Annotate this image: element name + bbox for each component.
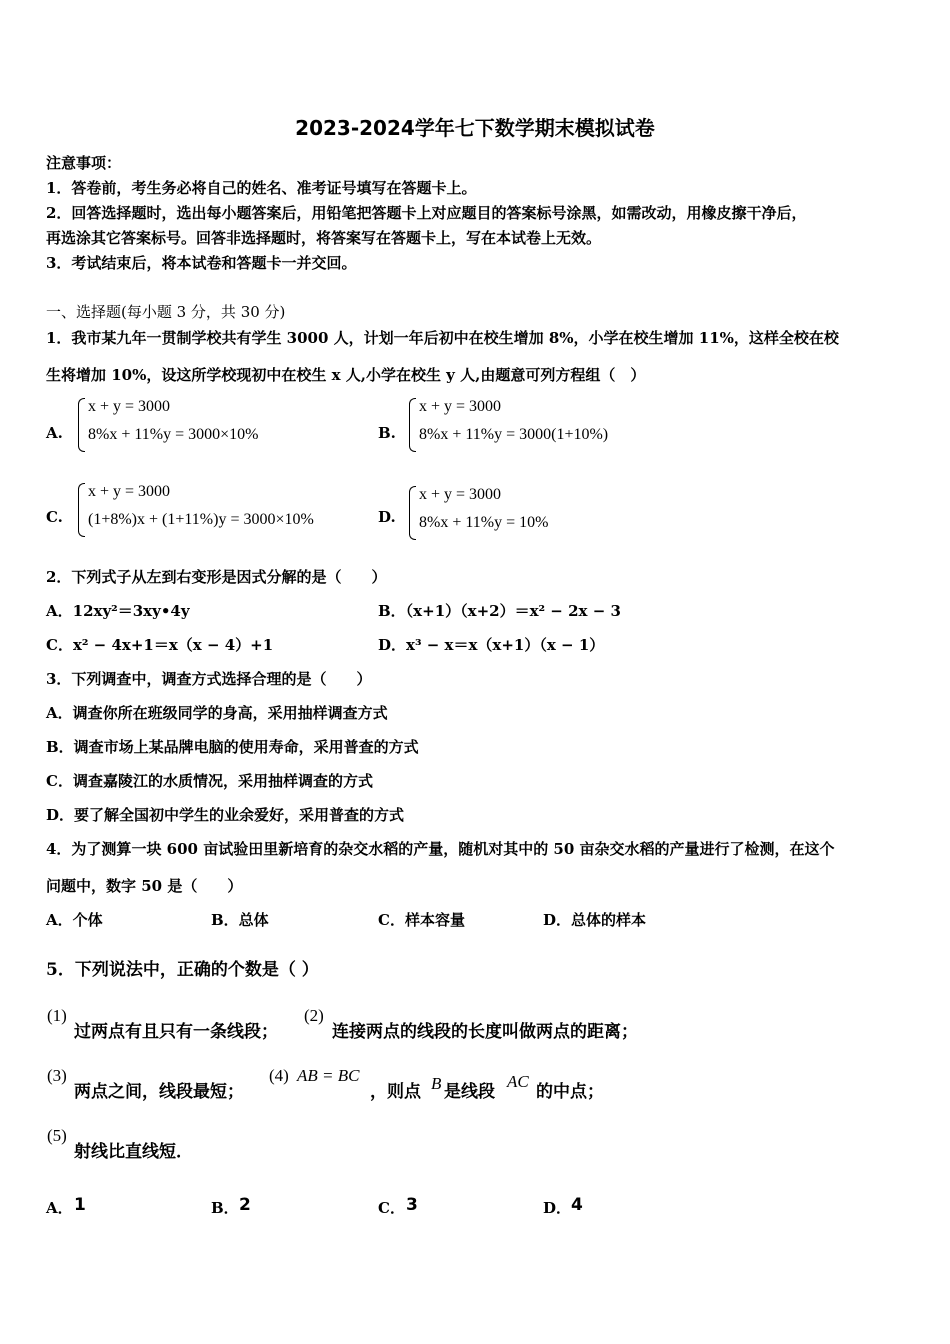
statement: 两点之间，线段最短； <box>74 1082 244 1102</box>
equation-system-b <box>409 398 689 454</box>
equation: x + y = 3000 <box>88 398 171 415</box>
option: D．要了解全国初中学生的业余爱好，采用普查的方式 <box>46 806 405 824</box>
option: A．个体 <box>46 911 103 929</box>
option-label: D． <box>543 1199 572 1217</box>
brace-icon <box>78 483 85 537</box>
question-2-stem: 2．下列式子从左到右变形是因式分解的是（ ） <box>46 568 387 586</box>
statement-number: (5) <box>47 1126 67 1145</box>
equation-system-a <box>78 398 338 454</box>
option-label: A. <box>46 424 63 442</box>
statement-number: (4) <box>269 1066 289 1085</box>
option: B．总体 <box>211 911 269 929</box>
question-5-stem: 5．下列说法中，正确的个数是（ ） <box>46 960 319 980</box>
equation: x + y = 3000 <box>88 483 171 500</box>
option: C．样本容量 <box>378 911 465 929</box>
brace-icon <box>78 398 85 452</box>
question-4-stem: 4．为了测算一块 600 亩试验田里新培育的杂交水稻的产量，随机对其中的 50 亩杂交水稻的产量进行了检测，在这个 <box>46 840 835 858</box>
option: A．12xy²＝3xy•4y <box>46 602 190 620</box>
question-1-stem: 1．我市某九年一贯制学校共有学生 3000 人，计划一年后初中在校生增加 8%，小学在校生增加 11%，这样全校在校 <box>46 329 839 347</box>
notice-item: 1．答卷前，考生务必将自己的姓名、准考证号填写在答题卡上。 <box>46 179 477 197</box>
notice-heading: 注意事项： <box>46 154 122 172</box>
option-value: 3 <box>406 1195 418 1215</box>
brace-icon <box>409 398 416 452</box>
option: A．调查你所在班级同学的身高，采用抽样调查方式 <box>46 704 388 722</box>
equation: x + y = 3000 <box>419 486 502 503</box>
option: D．x³ − x＝x（x+1）（x − 1） <box>378 636 605 654</box>
equation: 8%x + 11%y = 10% <box>419 514 549 531</box>
statement-number: (2) <box>304 1006 324 1025</box>
statement-math: AC <box>507 1072 529 1091</box>
equation: 8%x + 11%y = 3000(1+10%) <box>419 426 609 443</box>
statement-math: AB = BC <box>297 1066 360 1085</box>
equation-system-c <box>78 483 378 539</box>
notice-item: 再选涂其它答案标号。回答非选择题时，将答案写在答题卡上，写在本试卷上无效。 <box>46 229 602 247</box>
equation-system-d <box>409 486 629 542</box>
brace-icon <box>409 486 416 540</box>
option: C．x² − 4x+1＝x（x − 4）+1 <box>46 636 274 654</box>
option-label: C. <box>46 508 63 526</box>
option-label: A． <box>46 1199 73 1217</box>
statement: 射线比直线短． <box>74 1142 193 1162</box>
option: B．（x+1）（x+2）＝x² − 2x − 3 <box>378 602 621 620</box>
statement: 的中点； <box>536 1082 604 1102</box>
statement: ，则点 <box>370 1082 421 1102</box>
question-1-stem: 生将增加 10%，设这所学校现初中在校生 x 人,小学在校生 y 人,由题意可列方程组（ ） <box>46 366 646 384</box>
equation: (1+8%)x + (1+11%)y = 3000×10% <box>88 511 314 528</box>
option-label: B． <box>211 1199 239 1217</box>
page-title: 2023-2024学年七下数学期末模拟试卷 <box>295 116 655 140</box>
statement: 过两点有且只有一条线段； <box>74 1022 278 1042</box>
option-value: 1 <box>74 1195 86 1215</box>
equation: x + y = 3000 <box>419 398 502 415</box>
option-value: 4 <box>571 1195 583 1215</box>
section-heading: 一、选择题(每小题 3 分，共 30 分) <box>46 303 286 321</box>
question-3-stem: 3．下列调查中，调查方式选择合理的是（ ） <box>46 670 372 688</box>
equation: 8%x + 11%y = 3000×10% <box>88 426 259 443</box>
notice-item: 3．考试结束后，将本试卷和答题卡一并交回。 <box>46 254 357 272</box>
question-4-stem: 问题中，数字 50 是（ ） <box>46 877 243 895</box>
option: C．调查嘉陵江的水质情况，采用抽样调查的方式 <box>46 772 373 790</box>
option-label: D. <box>378 508 396 526</box>
statement: 是线段 <box>444 1082 495 1102</box>
option-label: C． <box>378 1199 405 1217</box>
statement: 连接两点的线段的长度叫做两点的距离； <box>332 1022 638 1042</box>
option: D．总体的样本 <box>543 911 647 929</box>
option-value: 2 <box>239 1195 251 1215</box>
statement-math: B <box>431 1074 442 1093</box>
option: B．调查市场上某品牌电脑的使用寿命，采用普查的方式 <box>46 738 419 756</box>
option-label: B. <box>378 424 396 442</box>
statement-number: (3) <box>47 1066 67 1085</box>
statement-number: (1) <box>47 1006 67 1025</box>
notice-item: 2．回答选择题时，选出每小题答案后，用铅笔把答题卡上对应题目的答案标号涂黑，如需改动，用橡皮擦干净后， <box>46 204 807 222</box>
